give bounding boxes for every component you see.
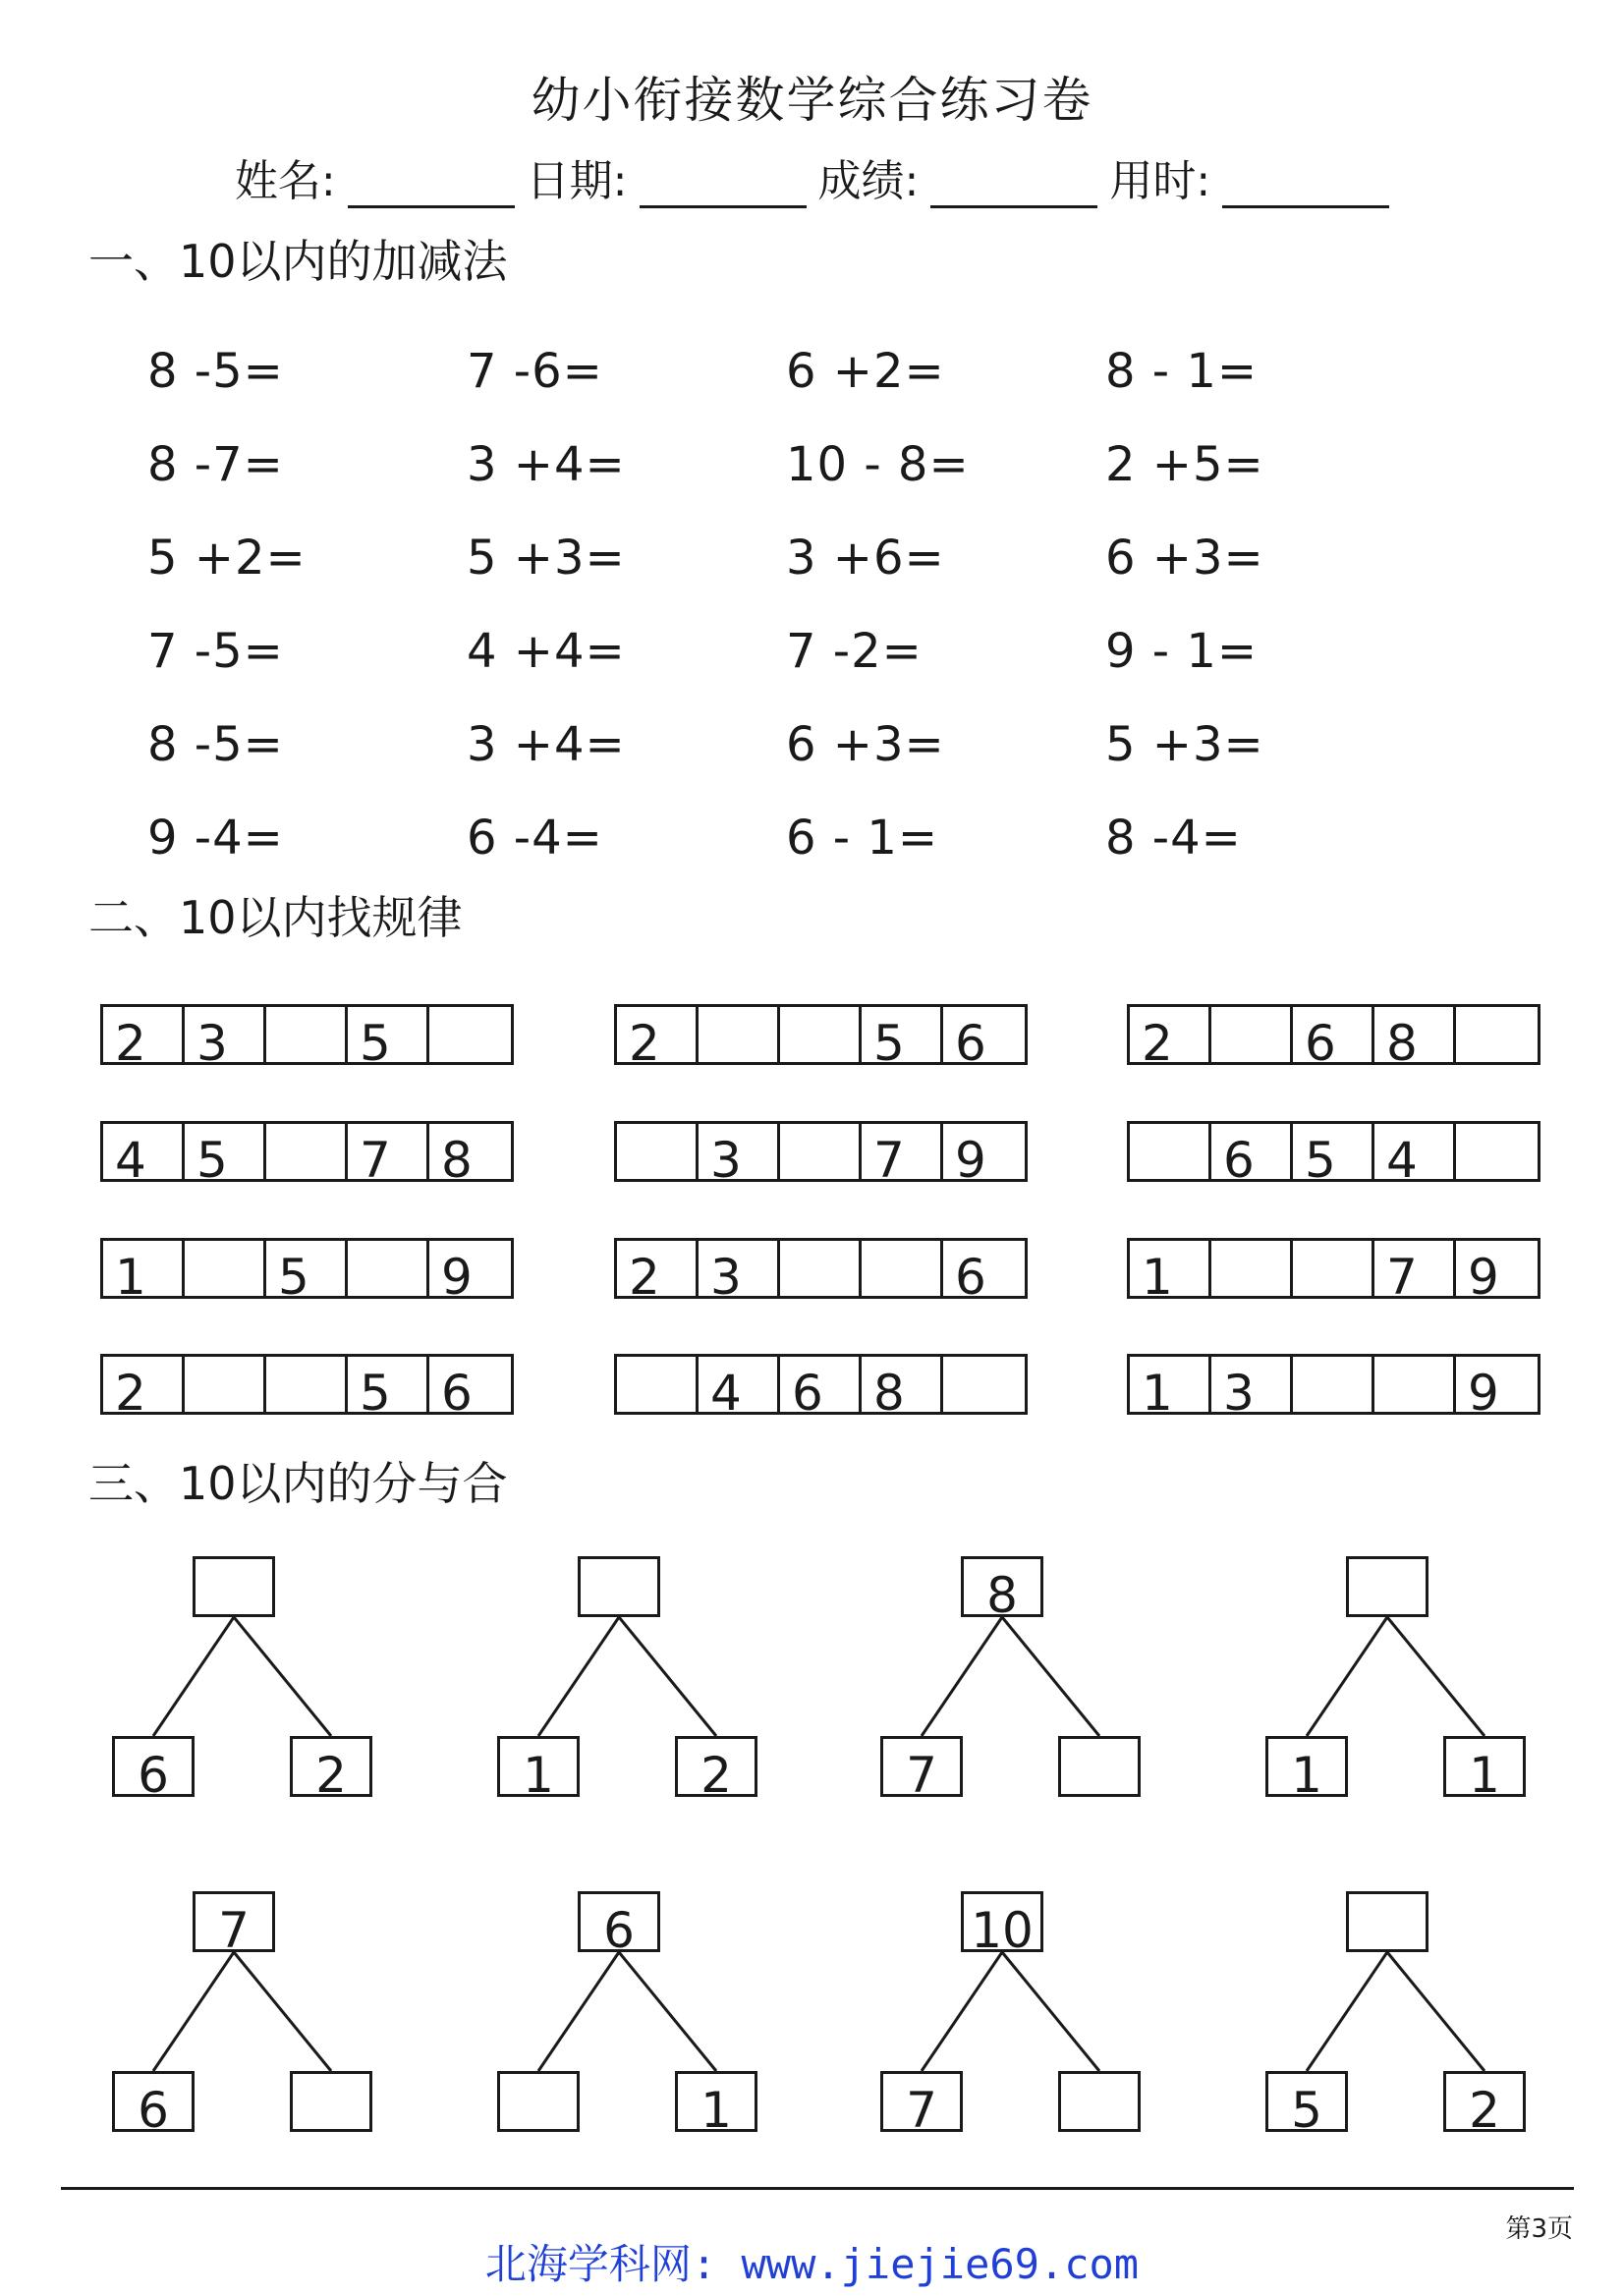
bond-part-right-box[interactable]: 2 [675,1736,757,1797]
name-field[interactable] [235,145,515,208]
sequence-cell[interactable]: 9 [441,1249,473,1296]
equation-row [147,698,1425,791]
sequence-cell[interactable] [780,1007,862,1062]
bond-total-box[interactable] [193,1556,275,1617]
bond-line-right [1387,1952,1484,2071]
sequence-cell[interactable] [862,1241,943,1296]
section-heading-decomposition: 三、10以内的分与合 [88,1457,508,1510]
sequence-box [614,1238,1028,1299]
bond-line-right [1002,1952,1099,2071]
sequence-cell[interactable]: 7 [1374,1241,1456,1296]
sequence-cell[interactable]: 3 [699,1124,780,1179]
equation[interactable]: 8 -4= [1105,810,1242,866]
sequence-cell[interactable]: 2 [617,1007,699,1062]
date-label: 日期: [526,156,628,206]
sequence-cell[interactable]: 6 [441,1365,473,1412]
bond-part-right-box[interactable]: 2 [1443,2071,1526,2132]
bond-part-left-box[interactable]: 7 [880,1736,963,1797]
sequence-box [614,1004,1028,1065]
bond-line-right [1002,1617,1099,1736]
bond-line-right [234,1952,331,2071]
equation[interactable]: 6 +3= [786,716,945,772]
equation[interactable]: 3 +4= [467,436,626,492]
sequence-box [614,1121,1028,1182]
equation[interactable]: 5 +3= [1105,716,1264,772]
number-bond [874,1891,1130,2137]
time-field[interactable] [1109,145,1389,208]
equation[interactable]: 7 -6= [467,343,603,399]
sequence-cell[interactable] [266,1124,348,1179]
bond-line-left [922,1952,1002,2071]
number-bond [106,1891,362,2137]
sequence-cell[interactable]: 7 [348,1124,429,1179]
student-info-row [0,145,1624,208]
page-number: 第3页 [1505,2214,1573,2244]
sequence-cell[interactable]: 9 [1468,1249,1499,1296]
sequence-cell[interactable]: 5 [348,1357,429,1412]
sequence-cell[interactable] [348,1241,429,1296]
equation[interactable]: 3 +6= [786,530,945,586]
sequence-cell[interactable] [185,1357,266,1412]
number-bond [106,1556,362,1802]
equation[interactable]: 9 -4= [147,810,284,866]
bond-line-right [1387,1617,1484,1736]
sequence-cell[interactable]: 2 [103,1007,185,1062]
bond-part-right-box[interactable] [1058,2071,1141,2132]
equation[interactable]: 9 - 1= [1105,623,1259,679]
equation-row [147,791,1425,884]
sequence-cell[interactable] [1211,1241,1293,1296]
equation[interactable]: 7 -5= [147,623,284,679]
bond-line-right [619,1952,716,2071]
bond-total-box[interactable]: 7 [193,1891,275,1952]
bond-part-left-box[interactable]: 6 [112,2071,195,2132]
sequence-cell[interactable]: 6 [780,1357,862,1412]
sequence-cell[interactable] [185,1241,266,1296]
bond-part-left-box[interactable]: 6 [112,1736,195,1797]
bond-total-box[interactable]: 6 [578,1891,660,1952]
bond-part-right-box[interactable]: 1 [675,2071,757,2132]
time-label: 用时: [1109,156,1211,206]
time-blank[interactable] [1222,160,1389,208]
sequence-box [1127,1004,1540,1065]
equation[interactable]: 8 -7= [147,436,284,492]
sequence-cell[interactable]: 1 [1130,1357,1211,1412]
sequence-cell[interactable] [699,1007,780,1062]
sequence-cell[interactable]: 2 [103,1357,185,1412]
equation[interactable]: 6 -4= [467,810,603,866]
sequence-box [100,1238,514,1299]
equation[interactable]: 5 +3= [467,530,626,586]
number-bond [874,1556,1130,1802]
number-bond [1260,1556,1515,1802]
bond-line-left [1307,1952,1387,2071]
sequence-cell[interactable]: 9 [955,1132,986,1179]
sequence-cell[interactable] [1456,1124,1538,1179]
sequence-cell[interactable]: 6 [955,1249,986,1296]
bond-line-left [922,1617,1002,1736]
sequence-cell[interactable]: 3 [699,1241,780,1296]
worksheet-title: 幼小衔接数学综合练习卷 [531,72,1093,129]
sequence-box [100,1121,514,1182]
sequence-box [1127,1121,1540,1182]
bond-line-left [538,1617,619,1736]
bond-total-box[interactable] [578,1556,660,1617]
bond-line-left [538,1952,619,2071]
equation[interactable]: 8 -5= [147,716,284,772]
sequence-cell[interactable]: 1 [1130,1241,1211,1296]
equation[interactable]: 6 - 1= [786,810,939,866]
site-watermark: 北海学科网: www.jiejie69.com [484,2240,1140,2288]
bond-line-right [619,1617,716,1736]
bond-part-left-box[interactable]: 5 [1265,2071,1348,2132]
bond-part-right-box[interactable]: 1 [1443,1736,1526,1797]
number-bond [491,1556,747,1802]
equation-grid [147,324,1425,884]
bond-line-left [153,1952,234,2071]
sequence-cell[interactable]: 8 [862,1357,943,1412]
sequence-cell[interactable] [1456,1007,1538,1062]
equation-row [147,511,1425,604]
equation[interactable]: 5 +2= [147,530,307,586]
sequence-cell[interactable]: 5 [185,1124,266,1179]
section-heading-addition: 一、10以内的加减法 [88,235,508,288]
equation[interactable]: 7 -2= [786,623,923,679]
sequence-cell[interactable] [617,1357,699,1412]
sequence-cell[interactable]: 8 [1374,1007,1456,1062]
sequence-cell[interactable] [1293,1241,1374,1296]
equation[interactable]: 8 -5= [147,343,284,399]
sequence-cell[interactable] [1211,1007,1293,1062]
equation[interactable]: 10 - 8= [786,436,970,492]
equation[interactable]: 6 +3= [1105,530,1264,586]
sequence-cell[interactable] [1374,1357,1456,1412]
sequence-box [614,1354,1028,1415]
bond-total-box[interactable]: 10 [961,1891,1043,1952]
equation[interactable]: 8 - 1= [1105,343,1259,399]
bond-total-box[interactable]: 8 [961,1556,1043,1617]
bond-line-left [153,1617,234,1736]
bond-part-left-box[interactable] [497,2071,580,2132]
number-bond [491,1891,747,2137]
bond-part-right-box[interactable] [290,2071,372,2132]
section-heading-patterns: 二、10以内找规律 [88,891,463,944]
bond-part-left-box[interactable]: 1 [1265,1736,1348,1797]
sequence-cell[interactable] [780,1241,862,1296]
bond-line-right [234,1617,331,1736]
bond-part-right-box[interactable]: 2 [290,1736,372,1797]
score-label: 成绩: [817,156,920,206]
bond-total-box[interactable] [1346,1556,1428,1617]
sequence-cell[interactable]: 2 [1130,1007,1211,1062]
equation[interactable]: 3 +4= [467,716,626,772]
number-bond [1260,1891,1515,2137]
sequence-cell[interactable] [780,1124,862,1179]
sequence-cell[interactable]: 6 [955,1015,986,1062]
sequence-cell[interactable]: 5 [348,1007,429,1062]
sequence-cell[interactable]: 4 [1374,1124,1456,1179]
date-blank[interactable] [640,160,807,208]
sequence-cell[interactable] [617,1124,699,1179]
sequence-cell[interactable] [1130,1124,1211,1179]
sequence-cell[interactable]: 4 [699,1357,780,1412]
equation-row [147,604,1425,698]
equation-row [147,418,1425,511]
equation[interactable]: 4 +4= [467,623,626,679]
name-label: 姓名: [234,156,336,206]
bond-part-right-box[interactable] [1058,1736,1141,1797]
bond-total-box[interactable] [1346,1891,1428,1952]
sequence-cell[interactable]: 7 [862,1124,943,1179]
equation-row [147,324,1425,418]
sequence-cell[interactable]: 6 [1293,1007,1374,1062]
sequence-cell[interactable]: 5 [862,1007,943,1062]
equation[interactable]: 2 +5= [1105,436,1264,492]
bond-part-left-box[interactable]: 1 [497,1736,580,1797]
sequence-cell[interactable]: 9 [1468,1365,1499,1412]
sequence-cell[interactable]: 2 [617,1241,699,1296]
sequence-cell[interactable]: 3 [1211,1357,1293,1412]
sequence-cell[interactable]: 5 [266,1241,348,1296]
sequence-box [1127,1238,1540,1299]
equation[interactable]: 6 +2= [786,343,945,399]
sequence-cell[interactable]: 3 [185,1007,266,1062]
footer-divider [61,2187,1574,2190]
sequence-box [1127,1354,1540,1415]
date-field[interactable] [527,145,807,208]
score-blank[interactable] [930,160,1097,208]
sequence-cell[interactable] [266,1007,348,1062]
bond-part-left-box[interactable]: 7 [880,2071,963,2132]
name-blank[interactable] [348,160,515,208]
sequence-cell[interactable]: 8 [441,1132,473,1179]
bond-line-left [1307,1617,1387,1736]
sequence-cell[interactable] [266,1357,348,1412]
score-field[interactable] [818,145,1098,208]
sequence-cell[interactable] [429,1007,511,1062]
sequence-cell[interactable]: 5 [1293,1124,1374,1179]
sequence-cell[interactable] [1293,1357,1374,1412]
sequence-cell[interactable]: 6 [1211,1124,1293,1179]
sequence-box [100,1004,514,1065]
sequence-cell[interactable]: 4 [103,1124,185,1179]
sequence-box [100,1354,514,1415]
sequence-cell[interactable] [943,1357,1025,1412]
sequence-cell[interactable]: 1 [103,1241,185,1296]
